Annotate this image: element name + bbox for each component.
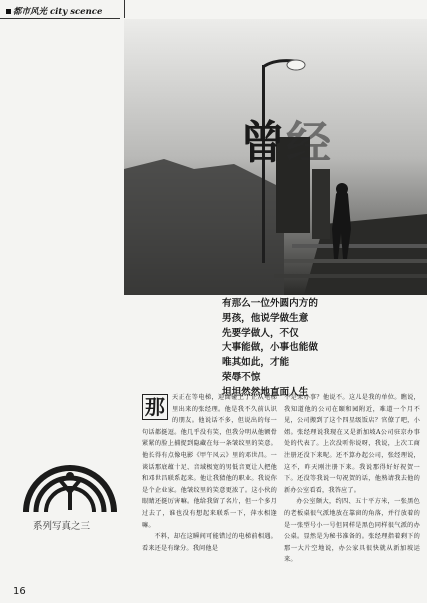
stair-step [284,259,427,263]
paragraph: 天正在等电梯，迎面碰上了正从电梯里出来的张经理。他是我不久前认识的朋友。他说话不多，但说出的每一句话都挺逗。他几乎没有笑，但我分明从他额骨紧紧的脸上捕捉到隐藏在每一条皱纹里的笑意。他长得有点像电影《甲午风云》里的邓世昌。一谈话那底蕴十足、音域极宽的男低音更让人把他和邓世昌联系起来。他让我猜他的职业。我说你是个企业家。他皱纹里的笑意更浓了。这小伙的眼睛还挺厉害嘛。他给我留了名片，但一个多月过去了，谁也没有想起来联系一下，萍水相逢嘛。 [142,394,277,529]
square-bullet-icon [6,9,11,14]
stair-step [292,244,427,248]
title-char-1: 曾 [240,116,287,169]
intro-poem [222,297,412,401]
series-caption: 系列写真之三 [33,521,91,532]
poem-line: 先要学做人，不仅 [222,327,299,339]
title-char-2: 经 [286,116,333,169]
drop-cap: 那 [142,394,168,420]
paragraph: 办公室颇大，约四、五十平方米，一张黑色的老板桌很气派地放在靠窗的角落，并行放着的是一张型号小一号但同样是黑色同样很气派的办公桌。显然是为秘书准备的。张经理指着剩下的那一大片空地说，办公家具很快就从新加坡运来。 [284,498,420,564]
poem-line: 大事能做，小事也能做 [222,342,318,354]
series-logo-drawing [14,420,126,516]
poem-line: 唯其如此，才能 [222,357,290,369]
section-name-en: city scence [49,7,103,17]
paragraph: 不料，却在这瞬间可能错过的电梯前相遇。看来还是有缘分。我问他是 [142,533,277,552]
logo-figure-head [66,472,74,480]
series-logo [14,420,126,516]
poem-line: 有那么一位外圆内方的 [222,298,318,309]
page-number: 16 [13,586,26,597]
building-silhouette [124,159,284,295]
top-rule [0,18,120,19]
stair-step [274,274,427,278]
logo-figure [60,480,80,510]
article-title [240,118,332,168]
section-tag [6,5,102,17]
article-column-1 [142,392,277,554]
phone-booth-side [312,169,330,239]
photo-frame-rule [124,0,125,18]
poem-line: 坦坦然然地直面人生 [222,386,309,398]
lamp-light [287,60,305,70]
article-column-2 [284,392,420,566]
poem-line: 男孩，他说学做生意 [222,312,309,324]
section-name-cn: 都市风光 [13,7,48,17]
person-head [336,183,348,195]
poem-line: 荣辱不惊 [222,371,261,383]
paragraph: 不是来办事？他说不。这儿是我的单位。瞧说，我知道他的公司在颐和园附近，难道一个月不见，公司搬到了这个四星级饭店？官僚了吧，小姐。张经理说我现在又是新加坡A公司驻京办事处的代表了。上次没听你说呀，我说，上次工商注册还没下来呢。还不算办起公司，张经理说，这不，昨天刚注册下来。我说那得好好祝贺一下。还没等我说一句祝贺的话，他熟请我去他的新办公室看看，我答应了。 [284,394,420,494]
